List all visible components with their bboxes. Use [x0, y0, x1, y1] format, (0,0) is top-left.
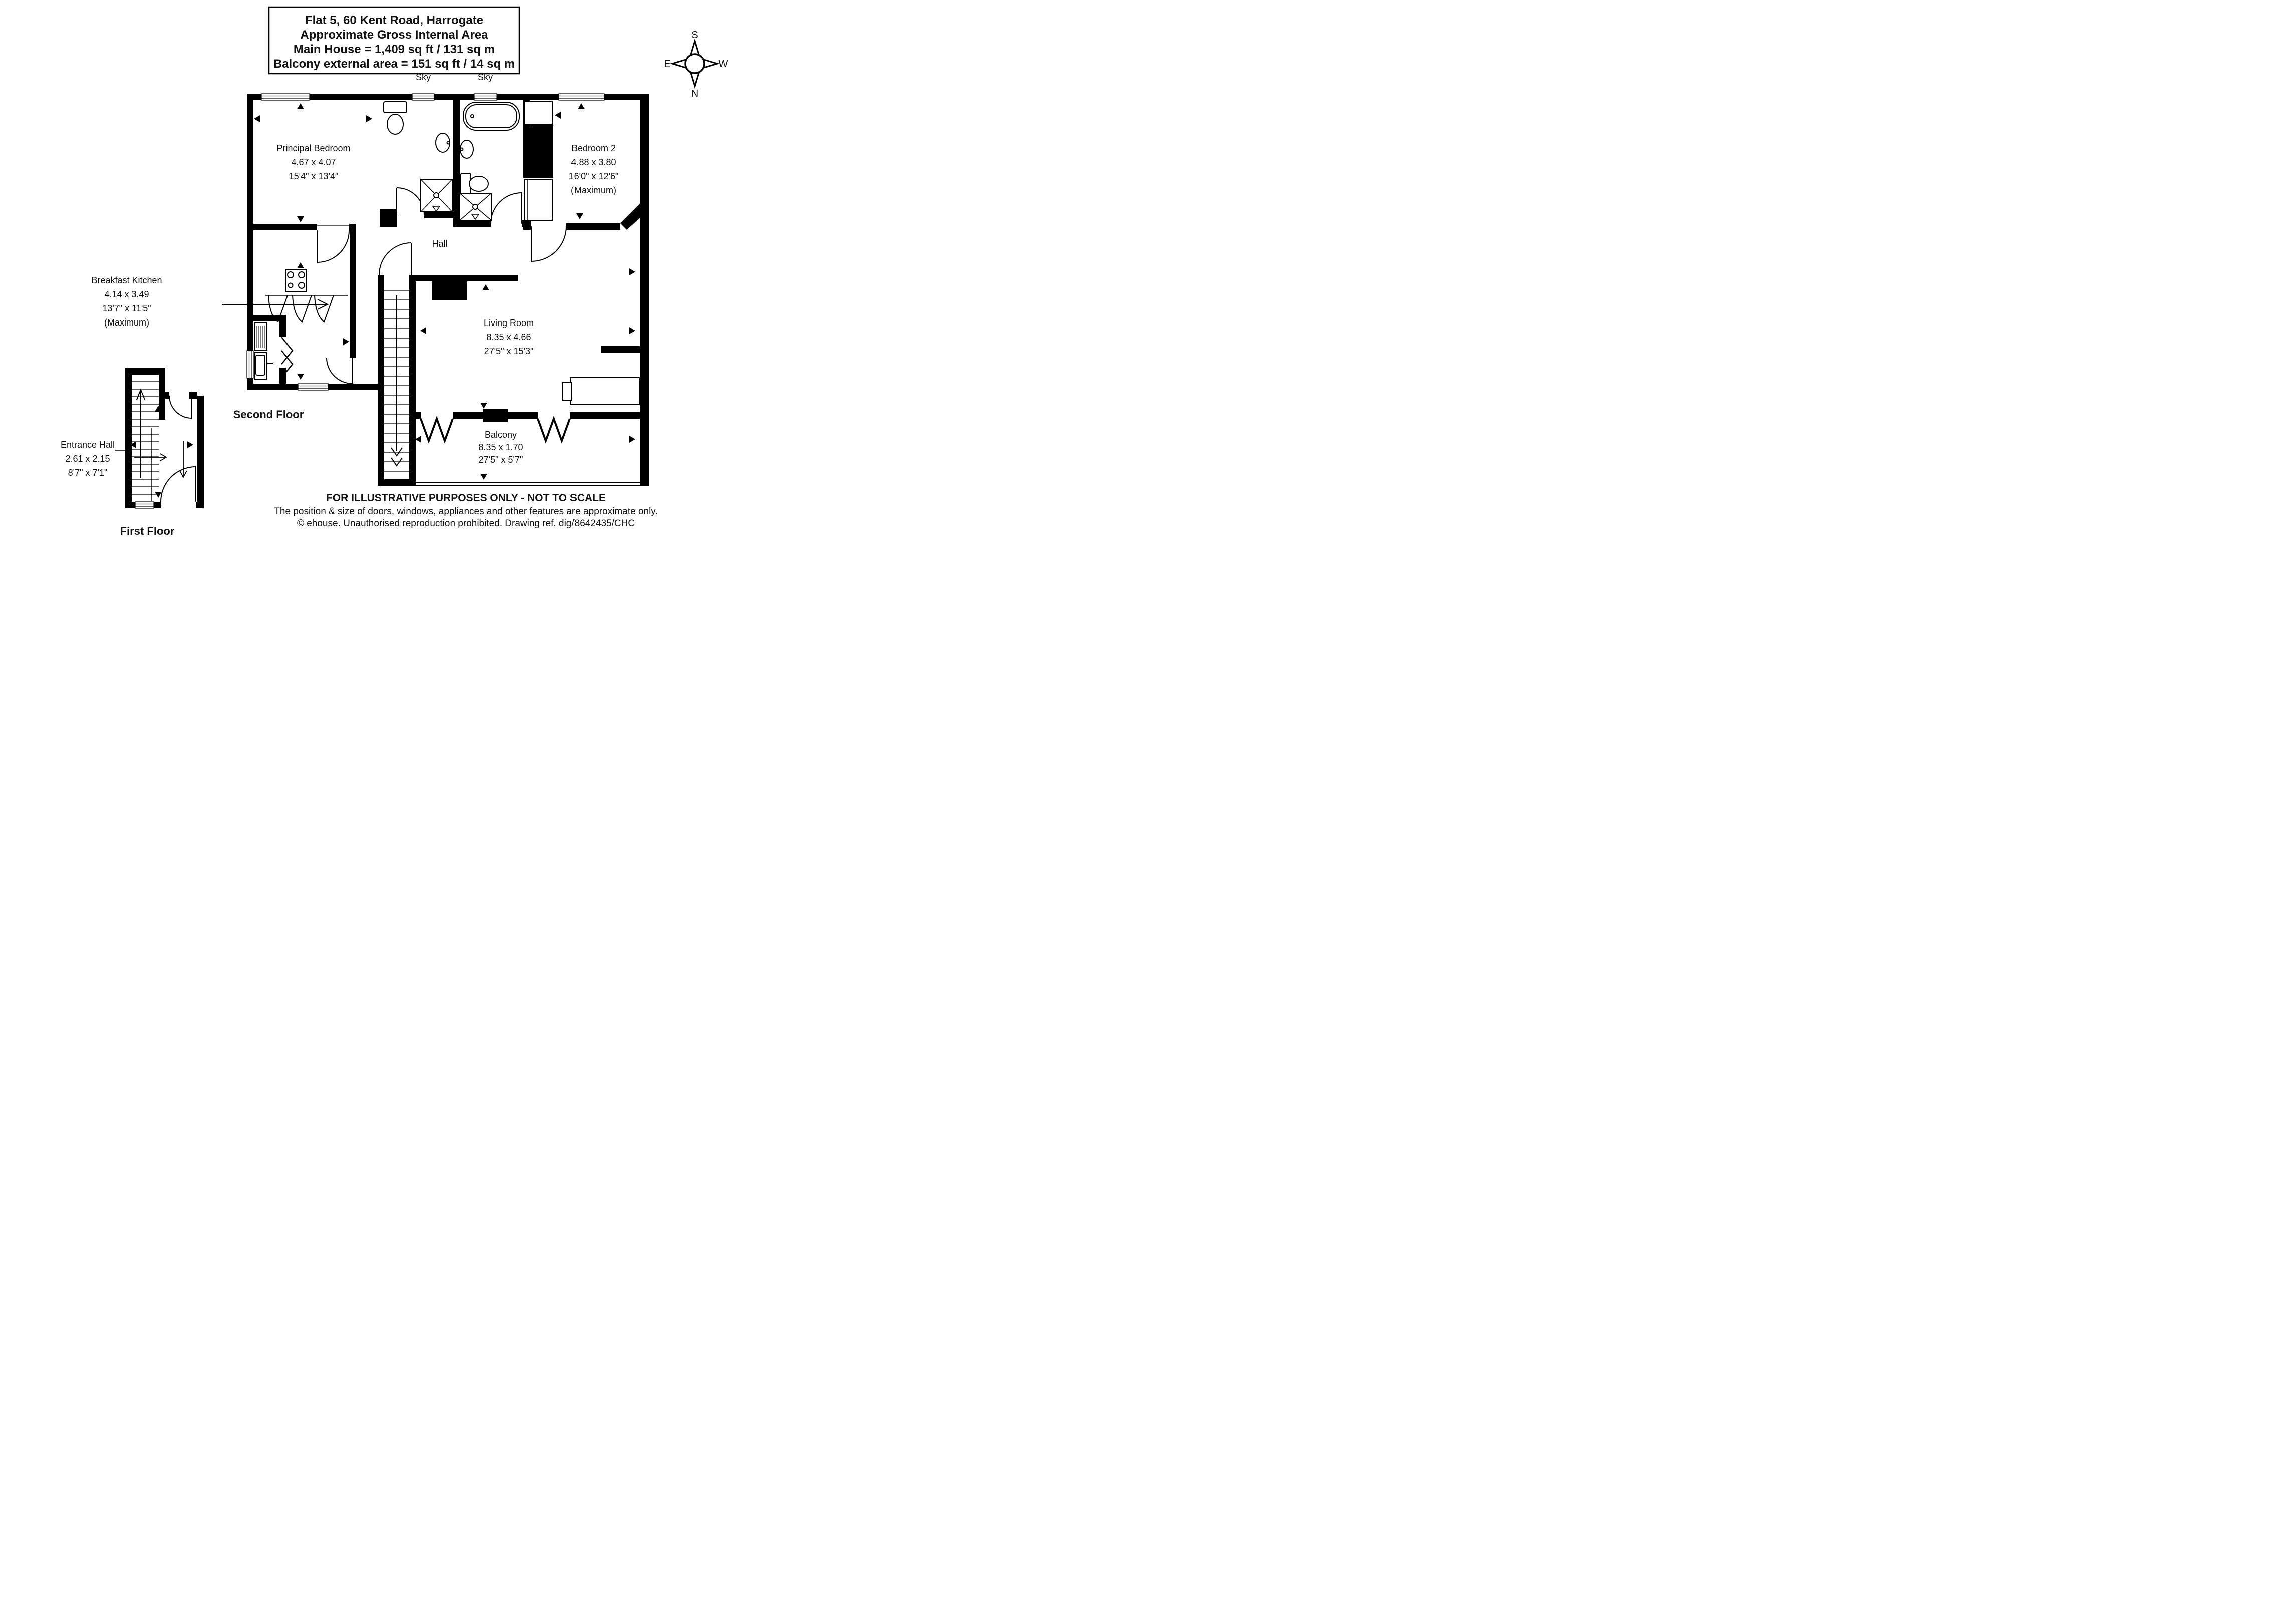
arrow-left-icon [415, 436, 421, 443]
window-entrance-hall [135, 502, 154, 508]
arrow-left-icon [420, 327, 426, 334]
window-skylight-left [412, 94, 434, 100]
living-room-imperial: 27'5" x 15'3" [484, 346, 534, 356]
breakfast-kitchen-metric: 4.14 x 3.49 [104, 289, 149, 299]
arrow-up-icon [297, 262, 304, 268]
breakfast-kitchen-name: Breakfast Kitchen [91, 275, 162, 285]
door-bedroom-2 [531, 226, 566, 261]
breakfast-kitchen-imperial: 13'7" x 11'5" [102, 303, 151, 313]
folding-door-icon [421, 419, 453, 441]
breakfast-kitchen-note: (Maximum) [104, 317, 149, 328]
folding-door-icon [538, 419, 570, 441]
principal-bedroom-name: Principal Bedroom [276, 143, 351, 153]
arrow-left-icon [254, 115, 260, 122]
title-line-2: Approximate Gross Internal Area [300, 28, 488, 42]
second-floor-plan [91, 72, 649, 486]
kitchen-label-arrow [222, 299, 328, 309]
compass-rose-icon [664, 30, 728, 99]
room-labels [61, 440, 115, 478]
toilet-icon [469, 176, 488, 191]
arrow-right-icon [629, 327, 635, 334]
compass-north-label: N [691, 88, 699, 99]
arrow-down-icon [480, 474, 487, 480]
arrow-up-icon [297, 103, 304, 109]
arrow-down-icon [576, 213, 583, 219]
arrow-right-icon [187, 441, 193, 448]
toilet-icon [387, 114, 403, 134]
toilet-cistern-icon [384, 102, 407, 113]
door-kitchen [327, 358, 353, 384]
staircase-up [132, 382, 159, 501]
door-principal-bedroom [317, 225, 349, 262]
door-stairwell [379, 243, 411, 275]
balcony-metric: 8.35 x 1.70 [478, 442, 523, 452]
living-room-metric: 8.35 x 4.66 [486, 332, 531, 342]
living-room-name: Living Room [483, 318, 534, 328]
window-principal-bedroom [261, 94, 310, 100]
compass-east-label: E [664, 59, 671, 70]
door-landing [169, 396, 192, 418]
compass-west-label: W [718, 59, 728, 70]
arrow-right-icon [366, 115, 372, 122]
entrance-hall-metric: 2.61 x 2.15 [65, 454, 110, 464]
bathroom-2-fixtures [460, 102, 519, 220]
title-line-3: Main House = 1,409 sq ft / 131 sq m [293, 43, 495, 56]
skylight-label-left: Sky [415, 72, 431, 82]
balcony-name: Balcony [484, 430, 517, 440]
arrow-left-icon [555, 112, 561, 119]
first-floor-plan [61, 368, 204, 537]
bedroom-2-imperial: 16'0" x 12'6" [568, 171, 619, 181]
title-line-4: Balcony external area = 151 sq ft / 14 sq m [273, 57, 515, 71]
footer-line-3: © ehouse. Unauthorised reproduction prohibited. Drawing ref. dig/8642435/CHC [297, 518, 635, 529]
hall-name: Hall [432, 239, 448, 249]
door-entrance [161, 467, 196, 502]
kitchen-sink-icon [254, 353, 273, 380]
balcony-imperial: 27'5" x 5'7" [478, 455, 523, 465]
arrow-right-icon [629, 436, 635, 443]
footer-line-2: The position & size of doors, windows, appliances and other features are approximate only. [274, 506, 658, 517]
skylight-label-right: Sky [477, 72, 493, 82]
floorplan-page [0, 0, 765, 541]
first-floor-label: First Floor [120, 525, 175, 537]
window-kitchen-bottom [298, 384, 328, 390]
balcony-elements [409, 419, 649, 485]
arrow-right-icon [629, 268, 635, 275]
title-line-1: Flat 5, 60 Kent Road, Harrogate [305, 14, 484, 27]
bedroom-2-metric: 4.88 x 3.80 [571, 157, 616, 167]
bathroom-1-fixtures [384, 102, 452, 212]
footer-line-1: FOR ILLUSTRATIVE PURPOSES ONLY - NOT TO SCALE [326, 492, 606, 504]
arrow-up-icon [482, 284, 489, 290]
utility-unit-icon [254, 323, 266, 351]
stairs-down-arrow-icon [391, 295, 402, 466]
floorplan-drawing [0, 0, 765, 541]
sofa-arm-icon [563, 382, 571, 400]
principal-bedroom-imperial: 15'4" x 13'4" [289, 171, 339, 181]
shower-icon [460, 193, 491, 220]
window-kitchen-side [247, 351, 253, 378]
entrance-hall-imperial: 8'7" x 7'1" [68, 468, 108, 478]
compass-south-label: S [691, 30, 698, 41]
hob-icon [285, 269, 307, 292]
arrow-down-icon [297, 374, 304, 380]
arrow-down-icon [480, 403, 487, 409]
arrow-down-icon [297, 216, 304, 222]
footer-disclaimer [274, 492, 657, 529]
staircase-down [384, 290, 409, 471]
bathtub-icon [463, 102, 519, 130]
sink-tap-icon [461, 148, 463, 151]
doors [161, 396, 196, 502]
second-floor-label: Second Floor [233, 408, 304, 421]
arrow-up-icon [578, 103, 585, 109]
door-bathroom-1 [397, 188, 424, 215]
window-bedroom-2 [559, 94, 604, 100]
shower-icon [421, 179, 452, 212]
kitchen-fixtures [254, 269, 348, 380]
bedroom-2-name: Bedroom 2 [571, 143, 616, 153]
principal-bedroom-metric: 4.67 x 4.07 [291, 157, 336, 167]
entrance-hall-name: Entrance Hall [60, 440, 115, 450]
door-bathroom-2 [491, 193, 522, 224]
bedroom-2-note: (Maximum) [571, 185, 616, 195]
title-box [269, 7, 519, 74]
window-skylight-right [474, 94, 497, 100]
sofa-icon [570, 378, 640, 405]
arrow-right-icon [343, 338, 349, 345]
sink-tap-icon [447, 142, 450, 144]
living-room-furniture [563, 378, 640, 405]
